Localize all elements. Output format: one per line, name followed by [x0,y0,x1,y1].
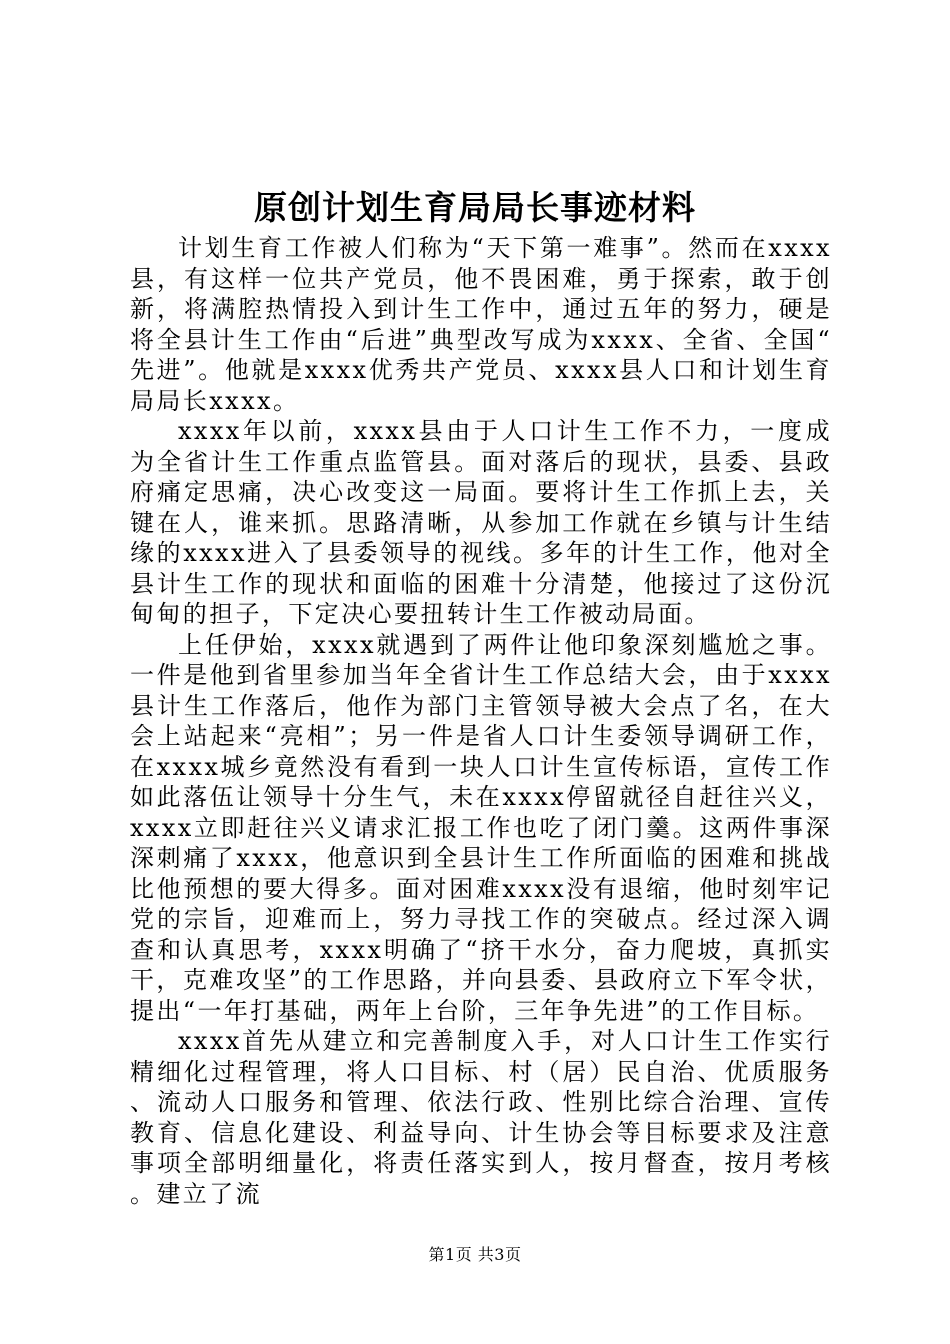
paragraph-4: xxxx首先从建立和完善制度入手，对人口计生工作实行精细化过程管理，将人口目标、村（居）民自治、优质服务、流动人口服务和管理、依法行政、性别比综合治理、宣传教育、信息化建设、利益导向、计生协会等目标要求及注意事项全部明细量化，将责任落实到人，按月督查，按月考核。建立了流 [130,1027,832,1208]
paragraph-1: 计划生育工作被人们称为“天下第一难事”。然而在xxxx县，有这样一位共产党员，他不畏困难，勇于探索，敢于创新，将满腔热情投入到计生工作中，通过五年的努力，硬是将全县计生工作由“后进”典型改写成为xxxx、全省、全国“先进”。他就是xxxx优秀共产党员、xxxx县人口和计划生育局局长xxxx。 [130,234,832,415]
document-body [130,233,832,1209]
paragraph-3: 上任伊始，xxxx就遇到了两件让他印象深刻尴尬之事。一件是他到省里参加当年全省计生工作总结大会，由于xxxx县计生工作落后，他作为部门主管领导被大会点了名，在大会上站起来“亮相”；另一件是省人口计生委领导调研工作，在xxxx城乡竟然没有看到一块人口计生宣传标语，宣传工作如此落伍让领导十分生气，未在xxxx停留就径自赶往兴义，xxxx立即赶往兴义请求汇报工作也吃了闭门羹。这两件事深深刺痛了xxxx，他意识到全县计生工作所面临的困难和挑战比他预想的要大得多。面对困难xxxx没有退缩，他时刻牢记党的宗旨，迎难而上，努力寻找工作的突破点。经过深入调查和认真思考，xxxx明确了“挤干水分，奋力爬坡，真抓实干，克难攻坚”的工作思路，并向县委、县政府立下军令状，提出“一年打基础，两年上台阶，三年争先进”的工作目标。 [130,630,832,1025]
page-footer: 第1页 共3页 [428,1245,522,1264]
paragraph-2: xxxx年以前，xxxx县由于人口计生工作不力，一度成为全省计生工作重点监管县。面对落后的现状，县委、县政府痛定思痛，决心改变这一局面。要将计生工作抓上去，关键在人，谁来抓。思路清晰，从参加工作就在乡镇与计生结缘的xxxx进入了县委领导的视线。多年的计生工作，他对全县计生工作的现状和面临的困难十分清楚，他接过了这份沉甸甸的担子，下定决心要扭转计生工作被动局面。 [130,417,832,628]
document-title: 原创计划生育局局长事迹材料 [254,188,696,227]
